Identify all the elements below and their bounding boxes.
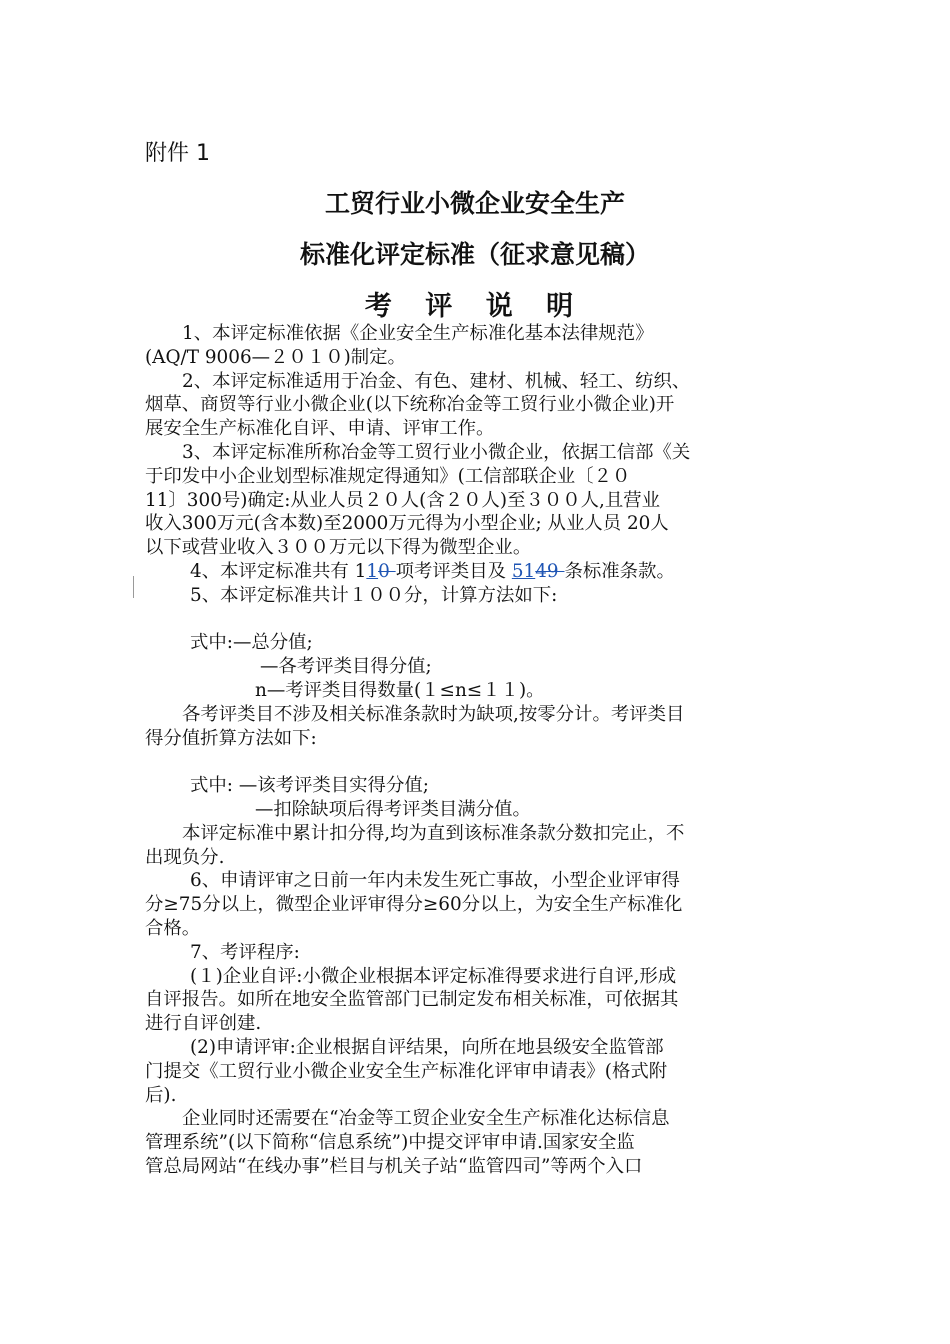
paragraph-line: 5、本评定标准共计１００分，计算方法如下: — [190, 584, 558, 606]
paragraph-line: (AQ/T 9006—２０１０)制定。 — [145, 346, 406, 368]
paragraph-line: 管总局网站“在线办事”栏目与机关子站“监管四司”等两个入口 — [145, 1155, 643, 1177]
paragraph-line: 分≥75分以上，微型企业评审得分≥60分以上，为安全生产标准化 — [145, 894, 683, 916]
text-run: 4、本评定标准共有 1 — [190, 560, 367, 582]
deleted-text: 0 — [378, 560, 396, 582]
document-title-line-1: 工贸行业小微企业安全生产 — [324, 189, 625, 218]
document-body — [145, 322, 815, 1179]
paragraph-line: 展安全生产标准化自评、申请、评审工作。 — [145, 418, 495, 440]
paragraph-line: 收入300万元(含本数)至2000万元得为小型企业; 从业人员 20人 — [145, 513, 669, 535]
deleted-text: 49 — [535, 560, 565, 582]
text-run: 条标准条款。 — [564, 560, 675, 582]
paragraph-line: 得分值折算方法如下: — [145, 727, 317, 749]
paragraph-line: 企业同时还需要在“冶金等工贸企业安全生产标准化达标信息 — [182, 1108, 670, 1130]
paragraph-line: n—考评类目得数量(１≤n≤１１)。 — [255, 679, 545, 701]
paragraph-line: 门提交《工贸行业小微企业安全生产标准化评审申请表》(格式附 — [145, 1060, 668, 1082]
attachment-label: 附件 1 — [145, 141, 210, 166]
paragraph-line: 11〕300号)确定:从业人员２０人(含２０人)至３００人,且营业 — [145, 489, 661, 511]
paragraph-line: 进行自评创建. — [145, 1013, 262, 1035]
document-title-line-2: 标准化评定标准（征求意见稿） — [299, 240, 650, 269]
tracked-change-line — [145, 560, 815, 584]
paragraph-line: 出现负分. — [145, 846, 225, 868]
paragraph-line: 3、本评定标准所称冶金等工贸行业小微企业，依据工信部《关 — [182, 441, 691, 463]
section-title: 考 评 说 明 — [364, 291, 586, 322]
formula-placeholder — [145, 750, 815, 774]
paragraph-line: 式中:—总分值; — [190, 632, 313, 654]
paragraph-line: 2、本评定标准适用于冶金、有色、建材、机械、轻工、纺织、 — [182, 370, 691, 392]
paragraph-line: 式中: —该考评类目实得分值; — [190, 775, 429, 797]
paragraph-line: 合格。 — [145, 917, 201, 939]
revision-bar — [133, 576, 134, 598]
paragraph-line: 烟草、商贸等行业小微企业(以下统称冶金等工贸行业小微企业)开 — [145, 394, 675, 416]
paragraph-line: 以下或营业收入３００万元以下得为微型企业。 — [145, 537, 532, 559]
inserted-text: 1 — [366, 560, 379, 582]
paragraph-line: (2)申请评审:企业根据自评结果，向所在地县级安全监管部 — [190, 1036, 664, 1058]
paragraph-line: 6、申请评审之日前一年内未发生死亡事故，小型企业评审得 — [190, 870, 680, 892]
text-run: 项考评类目及 — [395, 560, 512, 582]
paragraph-line: 本评定标准中累计扣分得,均为直到该标准条款分数扣完止，不 — [182, 822, 685, 844]
paragraph-line: 1、本评定标准依据《企业安全生产标准化基本法律规范》 — [182, 323, 654, 344]
paragraph-line: —各考评类目得分值; — [260, 656, 432, 678]
paragraph-line: 自评报告。如所在地安全监管部门已制定发布相关标准，可依据其 — [145, 989, 679, 1011]
paragraph-line: 于印发中小企业划型标准规定得通知》(工信部联企业〔２０ — [145, 465, 631, 487]
inserted-text: 51 — [511, 560, 536, 582]
formula-placeholder — [145, 608, 815, 632]
paragraph-line: 后). — [145, 1084, 177, 1106]
paragraph-line: (１)企业自评:小微企业根据本评定标准得要求进行自评,形成 — [190, 965, 677, 987]
paragraph-line: 管理系统”(以下简称“信息系统”)中提交评审申请.国家安全监 — [145, 1132, 635, 1154]
paragraph-line: —扣除缺项后得考评类目满分值。 — [255, 798, 531, 820]
paragraph-line: 各考评类目不涉及相关标准条款时为缺项,按零分计。考评类目 — [182, 703, 685, 725]
paragraph-line: 7、考评程序: — [190, 941, 300, 963]
